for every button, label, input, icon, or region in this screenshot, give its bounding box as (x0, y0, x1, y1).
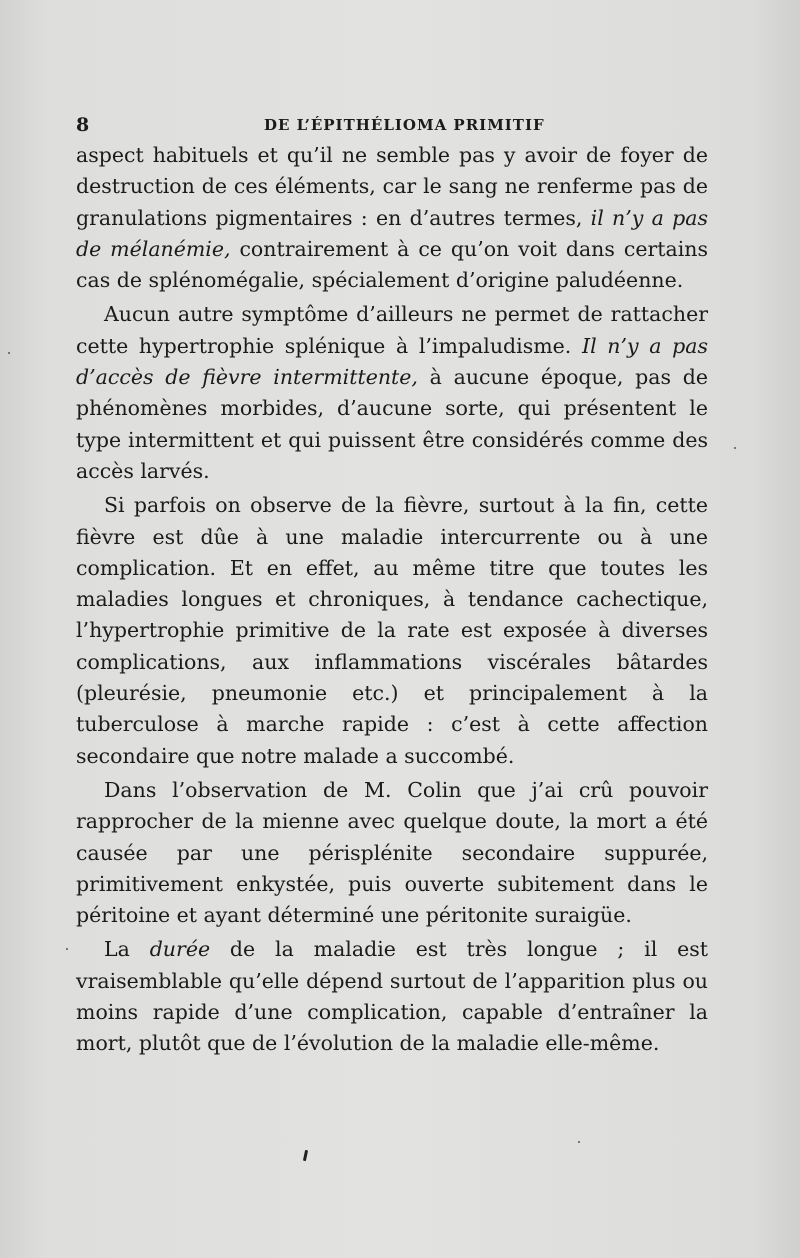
paragraph-5-italic: durée (149, 937, 211, 962)
ink-speck (66, 948, 68, 950)
paragraph-5-text-a: La (104, 937, 150, 962)
paragraph-5-text-b: de la maladie est très longue ; il est vraisemblable qu’elle dépend surtout de l’apparition plus ou moins rapide d’une complication, capable d’entraîner la mort, plutôt que de l’évolution de la maladie elle-même. (76, 937, 708, 1056)
ink-mark (303, 1150, 308, 1161)
paragraph-2-italic: Il n’y a pas d’accès de fièvre intermittente, (76, 333, 709, 390)
paragraph-2 (76, 299, 708, 487)
paragraph-3-text: Si parfois on observe de la fièvre, surtout à la fin, cette fièvre est dûe à une maladie intercurrente ou à une complication. Et en effet, au même titre que toutes les maladies longues et chroniques, à tendance cachectique, l’hypertrophie primitive de la rate est exposée à diverses complications, aux inflammations viscérales bâtardes (pleurésie, pneumonie etc.) et principalement à la tuberculose à marche rapide : c’est à cette affection secondaire que notre malade a succombé. (76, 493, 708, 768)
paragraph-2-text-b: à aucune époque, pas de phénomènes morbides, d’aucune sorte, qui présentent le type intermittent et qui puissent être considérés comme des accès larvés. (76, 365, 709, 483)
paragraph-4-text: Dans l’observation de M. Colin que j’ai crû pouvoir rapprocher de la mienne avec quelque doute, la mort a été causée par une périsplénite secondaire suppurée, primitivement enkystée, puis ouverte subitement dans le péritoine et ayant déterminé une péritonite suraigüe. (76, 777, 708, 928)
paragraph-2-text-a: Aucun autre symptôme d’ailleurs ne permet de rattacher cette hypertrophie splénique à l’impaludisme. (76, 302, 708, 358)
body-text (76, 140, 708, 1060)
paragraph-5 (76, 934, 708, 1059)
running-title: DE L’ÉPITHÉLIOMA PRIMITIF (264, 116, 545, 134)
paragraph-4 (76, 775, 708, 931)
paragraph-3 (76, 490, 708, 772)
paragraph-1-italic: il n’y a pas de mélanémie, (76, 205, 708, 261)
page-header (76, 114, 712, 140)
page-number: 8 (76, 114, 90, 136)
ink-speck (8, 352, 10, 354)
ink-speck (578, 1141, 580, 1143)
paragraph-1 (76, 140, 708, 296)
paragraph-1-text-b: contrairement à ce qu’on voit dans certains cas de splénomégalie, spécialement d’origine paludéenne. (76, 236, 708, 293)
ink-speck (734, 447, 736, 449)
paragraph-1-text-a: aspect habituels et qu’il ne semble pas y avoir de foyer de destruction de ces éléments, car le sang ne renferme pas de granulations pigmentaires : en d’autres termes, (76, 143, 708, 230)
